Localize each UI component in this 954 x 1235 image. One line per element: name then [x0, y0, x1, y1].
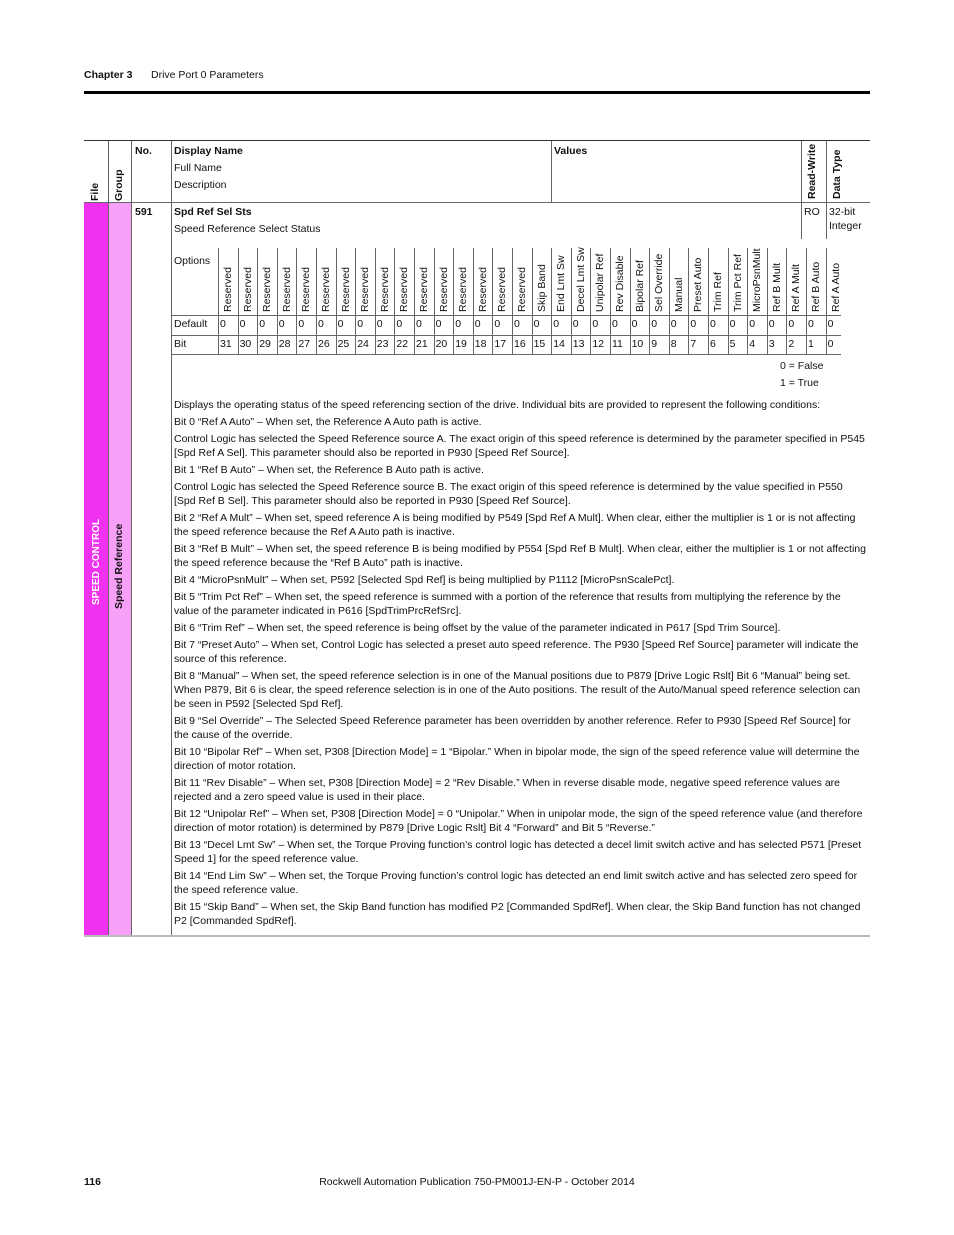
bit-number: 16 — [514, 338, 526, 350]
description-paragraph: Bit 5 “Trim Pct Ref” – When set, the speed reference is summed with a portion of the reference that results from multiplying the reference by the value of the parameter indicated in P616 [SpdTrimPrcRefSrc]. — [174, 591, 841, 617]
default-value: 0 — [710, 318, 716, 330]
option-label: Ref B Auto — [810, 261, 822, 312]
bit-number: 21 — [416, 338, 428, 350]
default-value: 0 — [729, 318, 736, 330]
default-value: 0 — [592, 318, 599, 330]
bit-number: 18 — [474, 338, 487, 350]
option-label: Reserved — [359, 267, 372, 312]
col-description: Description — [174, 179, 227, 191]
option-label: Skip Band — [535, 264, 548, 312]
option-label: Reserved — [339, 267, 352, 312]
bit-number: 19 — [455, 338, 467, 350]
page-number: 116 — [84, 1176, 101, 1188]
bit-table — [171, 248, 870, 354]
group-name: Speed Reference — [113, 523, 125, 609]
description-paragraph: Bit 8 “Manual” – When set, the speed reference selection is in one of the Manual positions due to P879 [Drive Logic Rslt] Bit 6 “Manual” being set. When P879, Bit 6 is clear, the speed reference selection is in one of the Auto positions. The result of the Auto/Manual speed reference selection can be seen in P592 [Selected Spd Ref]. — [174, 670, 861, 710]
option-label: MicroPsnMult — [751, 248, 764, 312]
bit-number: 8 — [670, 338, 677, 350]
legend-false: 0 = False — [780, 360, 824, 372]
option-label: Reserved — [320, 267, 332, 312]
description-paragraph: Bit 6 “Trim Ref” – When set, the speed reference is being offset by the value of the parameter indicated in P617 [Spd Trim Source]. — [174, 622, 781, 634]
bit-number: 15 — [533, 338, 546, 350]
description-paragraph: Bit 12 “Unipolar Ref” – When set, P308 [Direction Mode] = 0 “Unipolar.” When in unipolar mode, the sign of the speed reference value (and therefore direction of motor rotation) is determined by P879 [Drive Logic Rslt] Bit 4 “Forward” and Bit 5 “Reverse.” — [174, 808, 863, 834]
default-label: Default — [174, 318, 208, 330]
default-value: 0 — [514, 318, 520, 330]
description-paragraph: Displays the operating status of the speed referencing section of the drive. Individual bits are provided to represent the following conditions: — [174, 399, 821, 411]
default-value: 0 — [651, 318, 658, 330]
col-group: Group — [113, 169, 125, 201]
default-value: 0 — [239, 318, 246, 330]
bit-number: 26 — [318, 338, 330, 350]
description-paragraph: Bit 3 “Ref B Mult” – When set, the speed reference B is being modified by P554 [Spd Ref B Mult]. When clear, either the multiplier is 1 or not affecting the speed reference because the “Ref B Auto” path is inactive. — [174, 543, 866, 569]
option-label: Sel Override — [653, 253, 666, 312]
description-paragraph: Bit 13 “Decel Lmt Sw” – When set, the Torque Proving function’s control logic has detected a decel limit switch active and has selected P571 [Preset Speed 1] for the speed reference value. — [174, 839, 862, 865]
default-value: 0 — [337, 318, 344, 330]
default-value: 0 — [494, 318, 501, 330]
options-label: Options — [174, 255, 211, 267]
default-value: 0 — [376, 318, 383, 330]
description-paragraph: Bit 14 “End Lim Sw” – When set, the Torque Proving function’s control logic has detected an end limit switch active and has selected zero speed for the speed reference value. — [174, 870, 858, 896]
col-file: File — [89, 182, 101, 201]
option-label: Reserved — [418, 267, 430, 312]
option-label: Ref A Auto — [829, 262, 842, 312]
bit-number: 9 — [651, 338, 658, 350]
option-label: Reserved — [378, 267, 391, 312]
description-paragraph: Bit 1 “Ref B Auto” – When set, the Reference B Auto path is active. — [174, 464, 484, 476]
data-type-value-2: Integer — [829, 220, 862, 232]
default-value: 0 — [572, 318, 579, 330]
publication-line: Rockwell Automation Publication 750-PM001J-EN-P - October 2014 — [319, 1176, 635, 1188]
bit-number: 0 — [827, 338, 834, 350]
default-value: 0 — [278, 318, 285, 330]
page-header — [84, 67, 870, 94]
option-label: Reserved — [457, 267, 470, 312]
default-value: 0 — [220, 318, 226, 330]
bit-number: 29 — [259, 338, 271, 350]
default-value: 0 — [396, 318, 403, 330]
option-label: Bipolar Ref — [633, 260, 646, 312]
default-value: 0 — [788, 318, 795, 330]
default-value: 0 — [533, 318, 540, 330]
option-label: Manual — [672, 277, 685, 312]
bit-number: 27 — [298, 338, 311, 350]
bit-number: 5 — [729, 338, 736, 350]
bit-number: 24 — [357, 338, 369, 350]
bit-number: 12 — [592, 338, 605, 350]
col-values: Values — [554, 145, 588, 157]
option-label: Ref B Mult — [770, 262, 783, 312]
bit-number: 23 — [376, 338, 389, 350]
default-value: 0 — [827, 318, 834, 330]
col-full-name: Full Name — [174, 162, 222, 174]
default-value: 0 — [455, 318, 462, 330]
bit-number: 28 — [278, 338, 291, 350]
option-label: Reserved — [280, 267, 293, 312]
default-value: 0 — [612, 318, 618, 330]
option-label: Rev Disable — [614, 255, 626, 312]
default-value: 0 — [435, 318, 442, 330]
option-label: Reserved — [300, 267, 313, 312]
param-full-name: Speed Reference Select Status — [174, 223, 321, 235]
default-value: 0 — [631, 318, 638, 330]
col-display-name: Display Name — [174, 145, 243, 157]
option-label: Reserved — [222, 267, 234, 312]
option-label: Reserved — [476, 267, 489, 312]
bit-number: 22 — [396, 338, 409, 350]
param-number: 591 — [135, 206, 153, 218]
option-label: Reserved — [241, 267, 254, 312]
description-paragraph: Bit 15 “Skip Band” – When set, the Skip Band function has modified P2 [Commanded SpdRef]. When clear, the Skip Band function has not changed P2 [Commanded SpdRef]. — [174, 901, 861, 927]
default-value: 0 — [357, 318, 364, 330]
data-type-value-1: 32-bit — [829, 206, 856, 218]
option-label: Reserved — [496, 267, 509, 312]
legend-true: 1 = True — [780, 377, 819, 389]
default-value: 0 — [670, 318, 677, 330]
option-label: Trim Pct Ref — [731, 254, 744, 312]
option-label: Unipolar Ref — [594, 253, 607, 312]
bit-number: 17 — [494, 338, 507, 350]
description-paragraph: Bit 7 “Preset Auto” – When set, Control Logic has selected a preset auto speed reference. The P930 [Speed Ref Source] parameter will indicate the source of this reference. — [174, 639, 859, 665]
bit-number: 11 — [612, 338, 623, 350]
read-write-value: RO — [804, 206, 820, 218]
description-paragraph: Bit 10 “Bipolar Ref” – When set, P308 [Direction Mode] = 1 “Bipolar.” When in bipolar mode, the sign of the speed reference value will determine the direction of motor rotation. — [174, 746, 860, 772]
description-text — [174, 398, 867, 931]
default-value: 0 — [808, 318, 814, 330]
default-value: 0 — [318, 318, 324, 330]
description-paragraph: Control Logic has selected the Speed Reference source A. The exact origin of this speed reference is determined by the parameter specified in P545 [Spd Ref A Sel]. This parameter should also be reported in P930 [Speed Ref Source]. — [174, 433, 865, 459]
chapter-label: Chapter 3 — [84, 69, 133, 81]
option-label: Preset Auto — [692, 257, 705, 312]
option-label: Trim Ref — [712, 272, 724, 312]
option-label: Reserved — [261, 267, 274, 312]
bit-number: 2 — [788, 338, 795, 350]
default-value: 0 — [553, 318, 560, 330]
default-value: 0 — [416, 318, 422, 330]
bit-number: 25 — [337, 338, 350, 350]
option-label: Reserved — [516, 267, 528, 312]
bit-number: 30 — [239, 338, 252, 350]
bit-number: 14 — [553, 338, 565, 350]
description-paragraph: Bit 11 “Rev Disable” – When set, P308 [Direction Mode] = 2 “Rev Disable.” When in reverse disable mode, negative speed reference values are rejected and a zero speed value is used in their place. — [174, 777, 841, 803]
description-paragraph: Control Logic has selected the Speed Reference source B. The exact origin of this speed reference is determined by the value specified in P550 [Spd Ref B Sel]. This parameter should also be reported in P930 [Speed Ref Source]. — [174, 481, 843, 507]
option-label: Decel Lmt Sw — [574, 247, 587, 312]
bit-label: Bit — [174, 338, 187, 350]
default-value: 0 — [259, 318, 266, 330]
col-read-write: Read-Write — [806, 143, 818, 199]
default-value: 0 — [690, 318, 697, 330]
default-value: 0 — [298, 318, 305, 330]
description-paragraph: Bit 9 “Sel Override” – The Selected Speed Reference parameter has been overridden by another reference. Refer to P930 [Speed Ref Source] for the cause of the override. — [174, 715, 851, 741]
bit-number: 20 — [435, 338, 448, 350]
bit-number: 6 — [710, 338, 716, 350]
col-data-type: Data Type — [831, 149, 843, 199]
param-display-name: Spd Ref Sel Sts — [174, 206, 252, 218]
option-label: Reserved — [398, 267, 411, 312]
default-value: 0 — [768, 318, 775, 330]
description-paragraph: Bit 2 “Ref A Mult” – When set, speed reference A is being modified by P549 [Spd Ref A Mult]. When clear, either the multiplier is 1 or is not affecting the speed reference because the Ref A Auto path is inactive. — [174, 512, 856, 538]
bit-number: 10 — [631, 338, 644, 350]
option-label: Ref A Mult — [790, 264, 803, 312]
col-no: No. — [135, 145, 152, 157]
bit-number: 3 — [768, 338, 775, 350]
option-label: End Lmt Sw — [555, 255, 568, 312]
bit-number: 13 — [572, 338, 585, 350]
bit-number: 4 — [749, 338, 756, 350]
description-paragraph: Bit 4 “MicroPsnMult” – When set, P592 [Selected Spd Ref] is being multiplied by P1112 [MicroPsnScalePct]. — [174, 574, 675, 586]
parameter-table — [84, 140, 870, 937]
bit-number: 31 — [220, 338, 232, 350]
file-name: SPEED CONTROL — [91, 518, 102, 605]
option-label: Reserved — [437, 267, 450, 312]
chapter-title: Drive Port 0 Parameters — [151, 69, 264, 81]
bit-number: 7 — [690, 338, 697, 350]
description-paragraph: Bit 0 “Ref A Auto” – When set, the Reference A Auto path is active. — [174, 416, 482, 428]
bit-number: 1 — [808, 338, 814, 350]
default-value: 0 — [749, 318, 756, 330]
default-value: 0 — [474, 318, 481, 330]
